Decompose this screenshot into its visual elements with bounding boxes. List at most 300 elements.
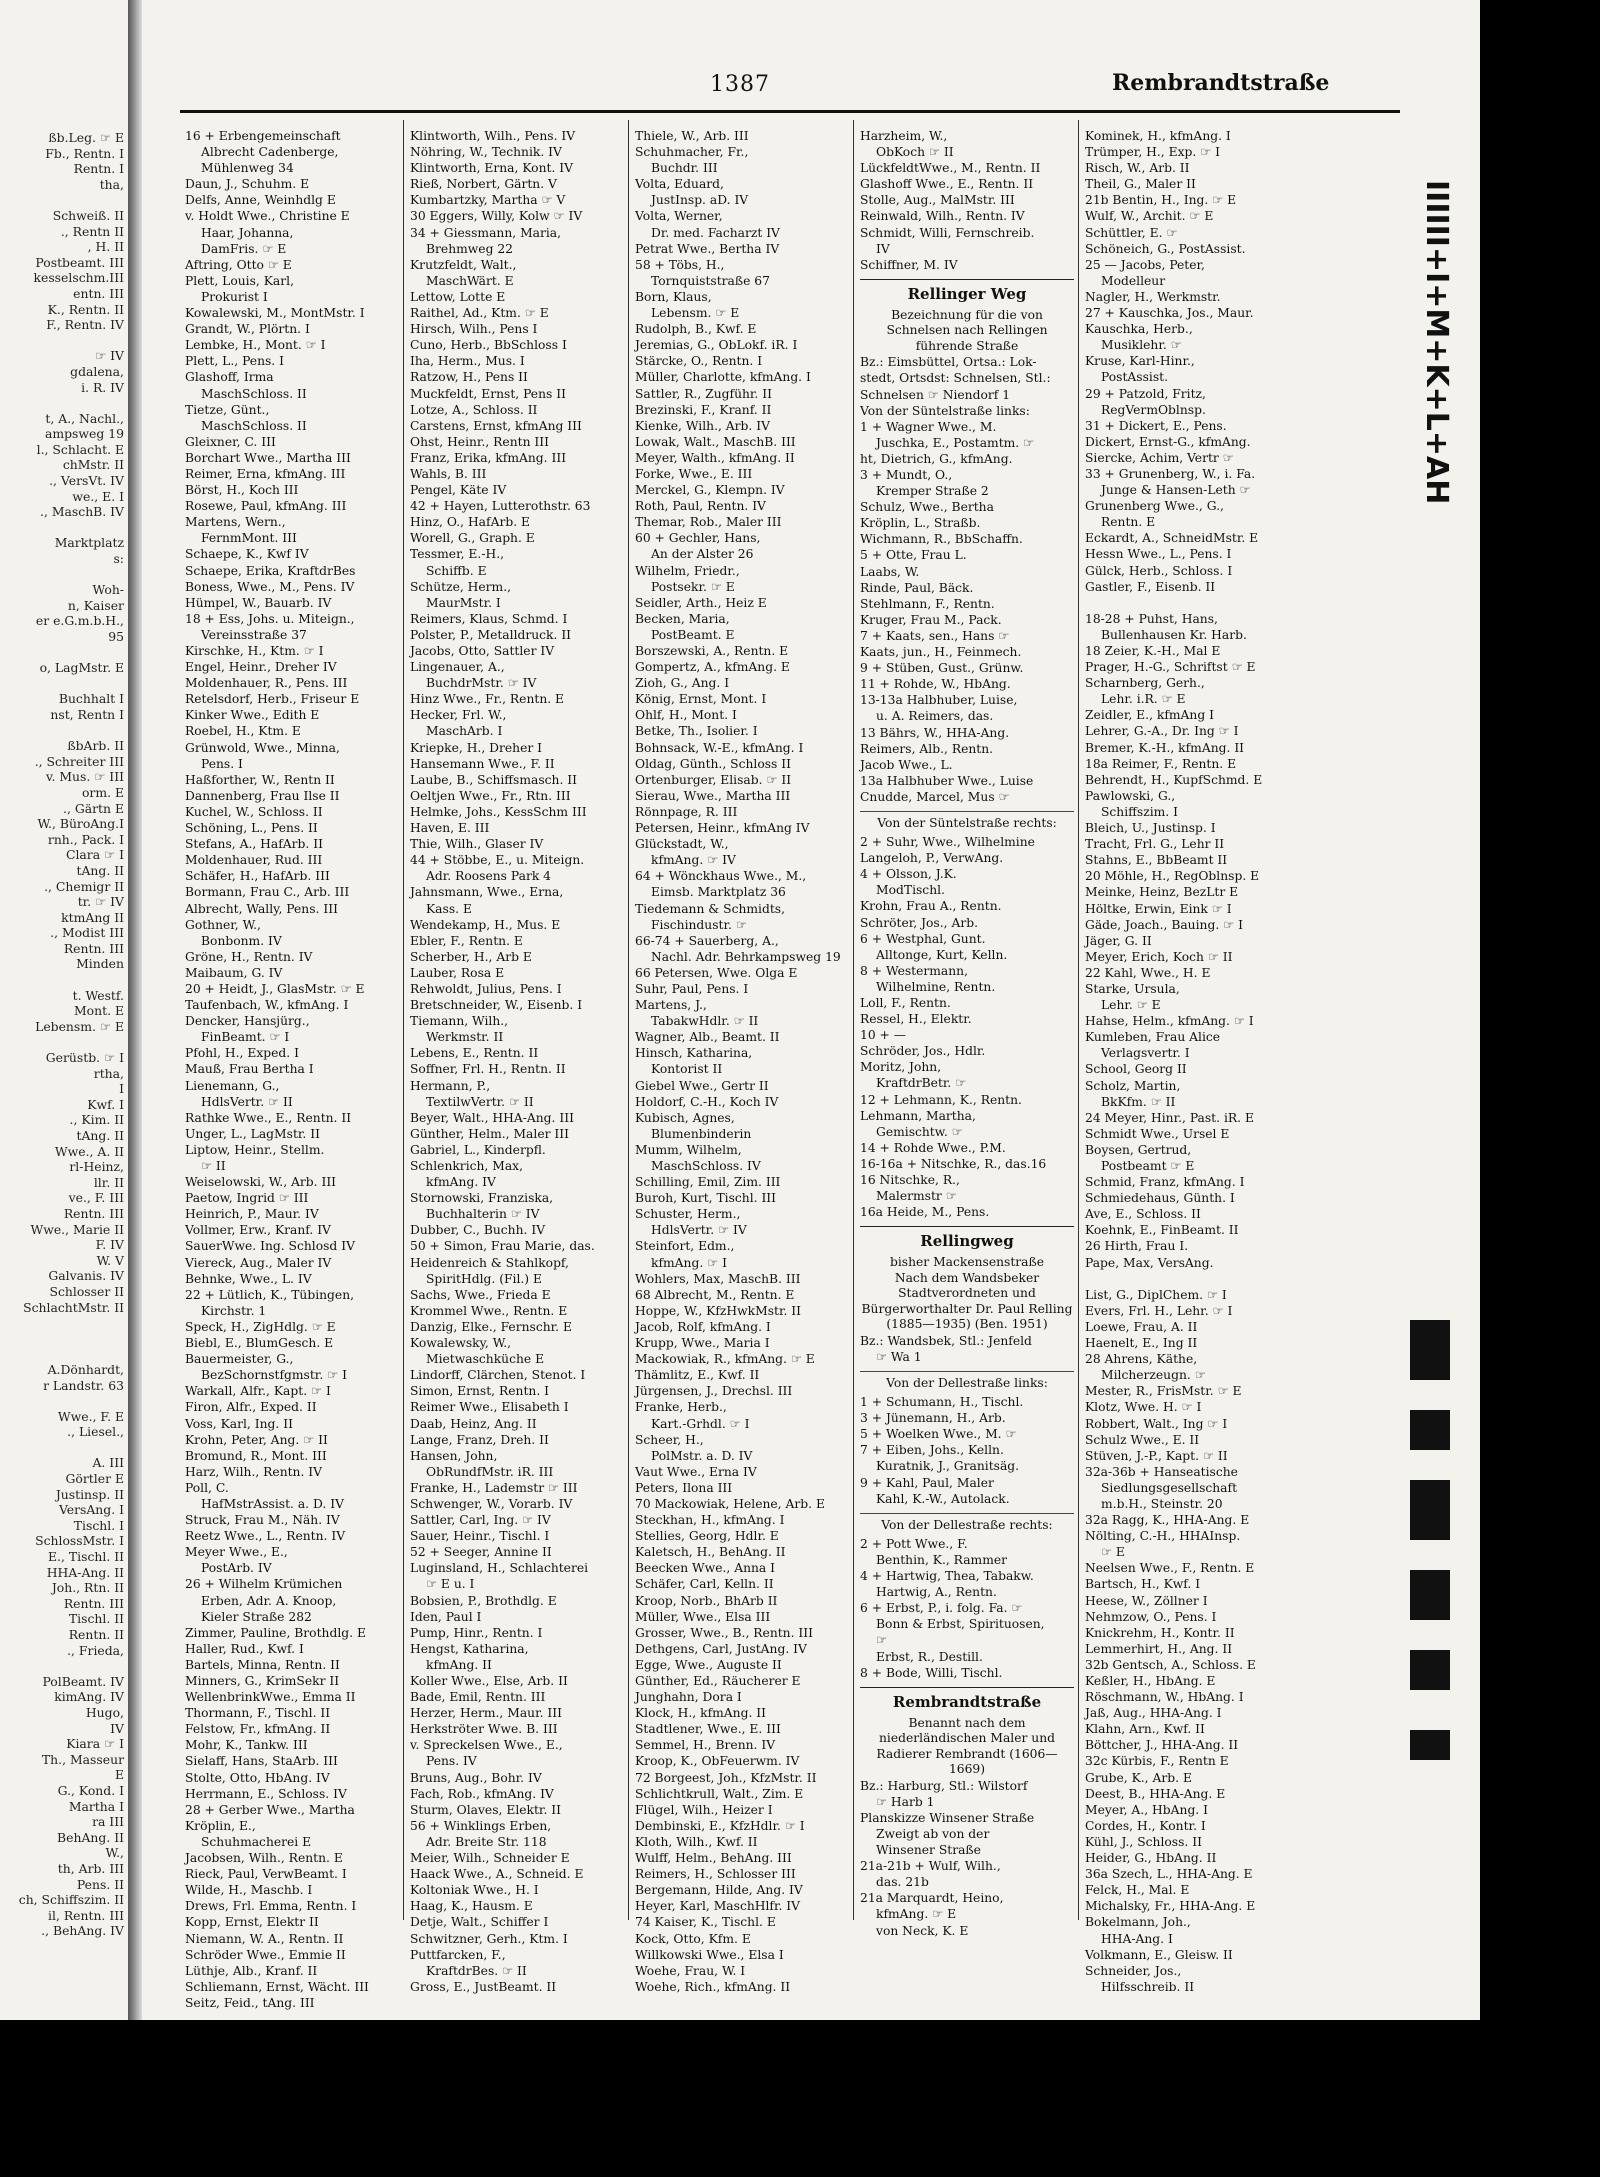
directory-entry: Daun, J., Schuhm. E — [185, 177, 310, 192]
directory-entry: Willkowski Wwe., Elsa I — [635, 1947, 784, 1962]
directory-entry: 58 + Töbs, H., — [635, 257, 725, 272]
directory-entry: Lemmerhirt, H., Ang. II — [1085, 1641, 1233, 1656]
directory-entry: Hirsch, Wilh., Pens I — [410, 322, 538, 337]
directory-entry: Schäfer, H., HafArb. III — [185, 869, 330, 884]
left-fragment-line — [0, 972, 124, 988]
left-fragment-line — [0, 676, 124, 692]
directory-entry: v. Holdt Wwe., Christine E — [185, 209, 350, 224]
left-fragment-line: ve., F. III — [68, 1190, 124, 1206]
directory-entry: Jacob, Rolf, kfmAng. I — [635, 1319, 771, 1334]
directory-entry: Hahse, Helm., kfmAng. ☞ I — [1085, 1014, 1254, 1029]
left-fragment-line: Tischl. I — [73, 1517, 124, 1533]
left-fragment-line: kesselschm.III — [33, 270, 124, 286]
directory-entry: 30 Eggers, Willy, Kolw ☞ IV — [410, 209, 583, 224]
directory-entry: 11 + Rohde, W., HbAng. — [860, 677, 1011, 692]
directory-entry: Flügel, Wilh., Heizer I — [635, 1802, 773, 1817]
directory-entry: Boness, Wwe., M., Pens. IV — [185, 579, 355, 594]
directory-entry: Mauß, Frau Bertha I — [185, 1062, 314, 1077]
left-fragment-line: gdalena, — [70, 363, 124, 379]
directory-entry: Bade, Emil, Rentn. III — [410, 1690, 546, 1705]
left-fragment-line: Clara ☞ I — [65, 847, 124, 863]
directory-entry: Sachs, Wwe., Frieda E — [410, 1287, 551, 1302]
directory-entry: Wilhelm, Friedr., — [635, 563, 740, 578]
directory-entry: 1 + Schumann, H., Tischl. — [860, 1395, 1024, 1410]
directory-entry: Thie, Wilh., Glaser IV — [410, 837, 544, 852]
directory-entry: Giebel Wwe., Gertr II — [635, 1078, 769, 1093]
directory-entry: Meyer, A., HbAng. I — [1085, 1802, 1208, 1817]
directory-entry: Stärcke, O., Rentn. I — [635, 354, 763, 369]
left-fragment-line: IV — [110, 1720, 124, 1736]
left-fragment-line: BehAng. II — [57, 1829, 124, 1845]
directory-entry: Grünwold, Wwe., Minna, — [185, 740, 340, 755]
directory-entry: Junghahn, Dora I — [635, 1690, 742, 1705]
directory-entry: Wohlers, Max, MaschB. III — [635, 1271, 801, 1286]
directory-entry: KraftdrBetr. ☞ — [876, 1076, 967, 1091]
left-fragment-line: rtha, — [93, 1065, 124, 1081]
directory-entry: Franke, Herb., — [635, 1400, 727, 1415]
directory-entry: Schwitzner, Gerh., Ktm. I — [410, 1931, 568, 1946]
left-fragment-line: Wwe., A. II — [54, 1143, 124, 1159]
directory-entry: Lüthje, Alb., Kranf. II — [185, 1963, 318, 1978]
directory-entry: Verlagsvertr. I — [1101, 1046, 1190, 1061]
directory-entry: Prokurist I — [201, 289, 268, 304]
directory-entry: Kruse, Karl-Hinr., — [1085, 354, 1195, 369]
directory-entry: RegVermOblnsp. — [1101, 402, 1206, 417]
directory-entry: Oldag, Günth., Schloss II — [635, 756, 791, 771]
street-note: bisher Mackensenstraße — [889, 1255, 1045, 1270]
directory-entry: HafMstrAssist. a. D. IV — [201, 1496, 344, 1511]
directory-entry: Lauber, Rosa E — [410, 965, 505, 980]
directory-entry: Klock, H., kfmAng. II — [635, 1706, 766, 1721]
directory-entry: Tessmer, E.-H., — [410, 547, 505, 562]
directory-entry: Loll, F., Rentn. — [860, 996, 951, 1010]
directory-entry: Reimer Wwe., Elisabeth I — [410, 1400, 569, 1415]
directory-entry: Schulz Wwe., E. II — [1085, 1432, 1200, 1447]
directory-entry: 60 + Gechler, Hans, — [635, 531, 761, 546]
directory-entry: kfmAng. IV — [426, 1175, 496, 1190]
directory-entry: Petersen, Heinr., kfmAng IV — [635, 821, 810, 836]
directory-entry: 34 + Giessmann, Maria, — [410, 225, 562, 240]
directory-entry: Maibaum, G. IV — [185, 965, 283, 980]
street-note: Benannt nach dem niederländischen Maler und Radierer Rembrandt (1606—1669) — [876, 1715, 1058, 1777]
directory-entry: Simon, Ernst, Rentn. I — [410, 1384, 549, 1399]
left-fragment-line: PolBeamt. IV — [42, 1673, 124, 1689]
directory-entry: Lienemann, G., — [185, 1078, 280, 1093]
left-fragment-line: Görtler E — [65, 1471, 124, 1487]
column-divider — [628, 120, 629, 1920]
directory-entry: 2 + Suhr, Wwe., Wilhelmine — [860, 835, 1035, 850]
directory-entry: Hansemann Wwe., F. II — [410, 756, 555, 771]
directory-entry: 28 Ahrens, Käthe, — [1085, 1352, 1198, 1367]
left-fragment-line: tha, — [99, 176, 124, 192]
directory-entry: Lettow, Lotte E — [410, 289, 506, 304]
directory-entry: 4 + Olsson, J.K. — [860, 867, 957, 882]
directory-entry: Evers, Frl. H., Lehr. ☞ I — [1085, 1303, 1233, 1318]
directory-entry: ObRundfMstr. iR. III — [426, 1464, 554, 1479]
directory-entry: Erbst, R., Destill. — [876, 1649, 983, 1664]
directory-entry: Wulf, W., Archit. ☞ E — [1085, 209, 1214, 224]
directory-entry: 22 + Lütlich, K., Tübingen, — [185, 1287, 355, 1302]
directory-entry: ☞ Harb 1 — [876, 1794, 935, 1809]
left-fragment-line — [0, 1346, 124, 1362]
directory-entry: Keßler, H., HbAng. E — [1085, 1674, 1216, 1688]
directory-entry: Stolte, Otto, HbAng. IV — [185, 1770, 330, 1785]
directory-entry: Iha, Herm., Mus. I — [410, 354, 525, 369]
directory-entry: Gleixner, C. III — [185, 434, 276, 449]
directory-entry: Kominek, H., kfmAng. I — [1085, 129, 1231, 143]
left-fragment-line: ., Kim. II — [69, 1112, 124, 1128]
directory-entry: Kieler Straße 282 — [201, 1609, 312, 1624]
directory-entry: MaschSchloss. II — [201, 386, 307, 401]
left-fragment-line — [0, 723, 124, 739]
left-fragment-line: rl-Heinz, — [69, 1159, 124, 1175]
directory-entry: Hilfsschreib. II — [1101, 1979, 1195, 1994]
directory-entry: Hessn Wwe., L., Pens. I — [1085, 547, 1232, 562]
directory-entry: 42 + Hayen, Lutterothstr. 63 — [410, 499, 591, 514]
left-fragment-line: ., Chemigr II — [44, 878, 124, 894]
directory-entry: Wendekamp, H., Mus. E — [410, 917, 561, 932]
directory-entry: Raithel, Ad., Ktm. ☞ E — [410, 306, 549, 321]
directory-entry: Hümpel, W., Bauarb. IV — [185, 595, 332, 610]
left-fragment-line: s: — [113, 551, 124, 567]
directory-entry: Unger, L., LagMstr. II — [185, 1126, 320, 1141]
directory-entry: Rönnpage, R. III — [635, 804, 738, 819]
left-fragment-line: Rentn. II — [68, 1627, 124, 1642]
directory-entry: Neelsen Wwe., F., Rentn. E — [1085, 1561, 1255, 1576]
directory-entry: Liptow, Heinr., Stellm. — [185, 1142, 325, 1157]
directory-entry: Betke, Th., Isolier. I — [635, 724, 758, 739]
directory-entry: Dembinski, E., KfzHdlr. ☞ I — [635, 1818, 805, 1833]
directory-entry: Kowalewsky, W., — [410, 1336, 512, 1351]
directory-entry: Trümper, H., Exp. ☞ I — [1085, 145, 1220, 160]
left-fragment-line: th, Arb. III — [57, 1860, 124, 1876]
left-fragment-line: SchlachtMstr. II — [23, 1299, 124, 1315]
directory-entry: Worell, G., Graph. E — [410, 531, 535, 546]
directory-entry: Kubisch, Agnes, — [635, 1110, 735, 1125]
left-fragment-line: F., Rentn. IV — [46, 317, 124, 333]
directory-entry: Viereck, Aug., Maler IV — [185, 1255, 332, 1270]
directory-entry: Schröder, Jos., Hdlr. — [860, 1044, 986, 1059]
left-fragment-line — [0, 1440, 124, 1456]
directory-entry: 7 + Kaats, sen., Hans ☞ — [860, 628, 1010, 643]
directory-entry: Dannenberg, Frau Ilse II — [185, 788, 340, 803]
directory-entry: DamFris. ☞ E — [201, 241, 287, 256]
directory-entry: Milcherzeugn. ☞ — [1101, 1368, 1206, 1383]
directory-entry: kfmAng. II — [426, 1657, 492, 1672]
directory-entry: Beyer, Walt., HHA-Ang. III — [410, 1110, 574, 1125]
directory-entry: Musiklehr. ☞ — [1101, 338, 1182, 353]
left-page-fragment — [0, 130, 124, 1939]
left-fragment-line: Rentn. I — [73, 161, 124, 177]
directory-entry: SauerWwe. Ing. Schlosd IV — [185, 1239, 355, 1254]
directory-entry: Schiffb. E — [426, 563, 487, 578]
directory-entry: Adr. Breite Str. 118 — [426, 1834, 547, 1849]
directory-entry: 13-13a Halbhuber, Luise, — [860, 693, 1018, 708]
directory-entry: Krommel Wwe., Rentn. E — [410, 1303, 568, 1318]
directory-entry: 29 + Patzold, Fritz, — [1085, 386, 1206, 401]
directory-entry: Kühl, J., Schloss. II — [1085, 1834, 1202, 1849]
directory-entry: Schmiedehaus, Günth. I — [1085, 1191, 1235, 1206]
directory-entry: Gäde, Joach., Bauing. ☞ I — [1085, 917, 1243, 932]
directory-entry: Reimers, Alb., Rentn. — [860, 741, 994, 756]
left-fragment-line: Tischl. II — [68, 1611, 124, 1627]
directory-entry: Kirchstr. 1 — [201, 1303, 267, 1318]
directory-entry: Behnke, Wwe., L. IV — [185, 1271, 312, 1286]
directory-entry: Jacob Wwe., L. — [860, 757, 953, 772]
left-fragment-line: I — [119, 1081, 124, 1097]
directory-entry: Stüven, J.-P., Kapt. ☞ II — [1085, 1448, 1228, 1463]
left-fragment-line: Wwe., F. E — [57, 1408, 124, 1424]
directory-entry: 66-74 + Sauerberg, A., — [635, 933, 779, 948]
directory-entry: Nölting, C.-H., HHAInsp. — [1085, 1529, 1241, 1544]
street-note: Bezeichnung für die von Schnelsen nach Rellingen führende Straße — [886, 307, 1048, 353]
directory-entry: FernmMont. III — [201, 531, 297, 546]
left-fragment-line: Lebensm. ☞ E — [35, 1018, 124, 1034]
directory-entry: Vollmer, Erw., Kranf. IV — [185, 1223, 331, 1238]
left-fragment-line: rnh., Pack. I — [47, 831, 124, 847]
directory-entry: 12 + Lehmann, K., Rentn. — [860, 1092, 1022, 1107]
directory-entry: Pens. I — [201, 756, 243, 771]
directory-entry: 70 Mackowiak, Helene, Arb. E — [635, 1496, 825, 1511]
directory-entry: Kauschka, Herb., — [1085, 322, 1193, 337]
directory-entry: Planskizze Winsener Straße — [860, 1810, 1035, 1825]
directory-entry: Hecker, Frl. W., — [410, 708, 507, 723]
directory-entry: Martens, J., — [635, 998, 707, 1013]
left-fragment-line — [0, 1034, 124, 1050]
directory-entry: Paetow, Ingrid ☞ III — [185, 1191, 309, 1206]
directory-entry: Danzig, Elke., Fernschr. E — [410, 1319, 572, 1334]
directory-entry: Bz.: Wandsbek, Stl.: Jenfeld — [860, 1333, 1032, 1348]
directory-entry: 18a Reimer, F., Rentn. E — [1085, 756, 1237, 771]
column-divider — [1078, 120, 1079, 1920]
directory-entry: Eckardt, A., SchneidMstr. E — [1085, 531, 1259, 546]
directory-entry: Hinz, O., HafArb. E — [410, 515, 530, 530]
directory-entry: Semmel, H., Brenn. IV — [635, 1738, 776, 1753]
directory-entry: Tiemann, Wilh., — [410, 1014, 509, 1029]
left-fragment-line: Pens. II — [76, 1876, 124, 1892]
directory-entry: Pump, Hinr., Rentn. I — [410, 1625, 543, 1640]
directory-entry: Meyer Wwe., E., — [185, 1545, 288, 1560]
directory-entry: Mumm, Wilhelm, — [635, 1142, 742, 1157]
directory-entry: 26 + Wilhelm Krümichen — [185, 1577, 343, 1592]
left-fragment-line: G., Kond. I — [57, 1782, 124, 1798]
directory-entry: Bremer, K.-H., kfmAng. II — [1085, 740, 1245, 755]
left-fragment-line: ., VersVt. IV — [49, 473, 124, 489]
directory-entry: Loewe, Frau, A. II — [1085, 1319, 1198, 1334]
directory-entry: Klintworth, Erna, Kont. IV — [410, 161, 573, 176]
directory-entry: Günther, Ed., Räucherer E — [635, 1674, 801, 1688]
directory-entry: 32a-36b + Hanseatische — [1085, 1464, 1238, 1479]
directory-entry: Taufenbach, W., kfmAng. I — [185, 998, 349, 1013]
directory-entry: Bonbonm. IV — [201, 933, 282, 948]
directory-entry: Suhr, Paul, Pens. I — [635, 981, 749, 996]
directory-entry: Klintworth, Wilh., Pens. IV — [410, 129, 576, 143]
directory-entry: Bokelmann, Joh., — [1085, 1915, 1191, 1930]
directory-entry: kfmAng. ☞ IV — [651, 853, 736, 868]
directory-entry: Müller, Wwe., Elsa III — [635, 1609, 771, 1624]
directory-entry: Klotz, Wwe. H. ☞ I — [1085, 1400, 1202, 1415]
street-heading: Rellingweg — [860, 1226, 1074, 1251]
left-fragment-line: n, Kaiser — [67, 597, 124, 613]
column-3 — [635, 128, 849, 1994]
directory-entry: Speck, H., ZigHdlg. ☞ E — [185, 1319, 336, 1334]
directory-entry: Reinwald, Wilh., Rentn. IV — [860, 209, 1025, 224]
directory-entry: 52 + Seeger, Annine II — [410, 1545, 552, 1560]
directory-entry: 13 Bährs, W., HHA-Ang. — [860, 725, 1010, 740]
left-fragment-line: Minden — [76, 956, 124, 972]
directory-entry: Boysen, Gertrud, — [1085, 1142, 1192, 1157]
directory-entry: Michalsky, Fr., HHA-Ang. E — [1085, 1899, 1256, 1914]
directory-entry: Vaut Wwe., Erna IV — [635, 1464, 757, 1479]
directory-entry: Risch, W., Arb. II — [1085, 161, 1190, 176]
directory-entry: Haller, Rud., Kwf. I — [185, 1641, 304, 1656]
directory-entry: Postsekr. ☞ E — [651, 579, 735, 594]
directory-entry: Tornquiststraße 67 — [651, 273, 770, 288]
directory-entry: 6 + Westphal, Gunt. — [860, 931, 986, 946]
directory-entry: Stadtlener, Wwe., E. III — [635, 1722, 781, 1737]
left-fragment-line: ., BehAng. IV — [41, 1923, 124, 1939]
directory-entry: Schuhmacherei E — [201, 1834, 312, 1849]
directory-entry: BkKfm. ☞ II — [1101, 1094, 1176, 1109]
directory-entry: Borszewski, A., Rentn. E — [635, 644, 789, 658]
directory-entry: Iden, Paul I — [410, 1609, 482, 1624]
directory-entry: Jahnsmann, Wwe., Erna, — [410, 885, 564, 900]
directory-entry — [1085, 595, 1299, 611]
directory-entry: Hinz Wwe., Fr., Rentn. E — [410, 692, 565, 707]
left-fragment-line: 95 — [108, 629, 124, 644]
left-fragment-line: i. R. IV — [81, 379, 124, 395]
directory-entry: Deest, B., HHA-Ang. E — [1085, 1786, 1226, 1801]
directory-entry: Tracht, Frl. G., Lehr II — [1085, 837, 1225, 852]
directory-entry: Buchdr. III — [651, 161, 718, 176]
left-fragment-line: tr. ☞ IV — [77, 894, 124, 910]
directory-entry: Haag, K., Hausm. E — [410, 1899, 533, 1914]
left-fragment-line: Schlosser II — [49, 1283, 124, 1299]
directory-entry: Jacobsen, Wilh., Rentn. E — [185, 1851, 343, 1866]
left-fragment-line: l., Schlacht. E — [36, 441, 124, 457]
left-fragment-line: orm. E — [81, 784, 124, 800]
left-fragment-line: ., Gärtn E — [63, 800, 124, 816]
directory-entry: Forke, Wwe., E. III — [635, 466, 753, 481]
directory-entry: Kroop, K., ObFeuerwm. IV — [635, 1754, 800, 1769]
directory-entry: Grube, K., Arb. E — [1085, 1770, 1192, 1785]
directory-entry: Ave, E., Schloss. II — [1085, 1207, 1201, 1222]
directory-entry: Engel, Heinr., Dreher IV — [185, 660, 337, 675]
directory-entry: Sielaff, Hans, StaArb. III — [185, 1754, 338, 1769]
directory-entry: Kopp, Ernst, Elektr II — [185, 1915, 319, 1930]
directory-entry: Benthin, K., Rammer — [876, 1552, 1008, 1567]
left-fragment-line: ., Frieda, — [67, 1642, 124, 1658]
directory-entry: PostArb. IV — [201, 1561, 272, 1576]
directory-entry: Rinde, Paul, Bäck. — [860, 580, 974, 595]
directory-entry: Scharnberg, Gerh., — [1085, 676, 1205, 691]
directory-entry: JustInsp. aD. IV — [651, 193, 749, 208]
directory-entry: Felck, H., Mal. E — [1085, 1883, 1190, 1898]
directory-entry: Kuratnik, J., Granitsäg. — [876, 1459, 1020, 1474]
directory-entry: 6 + Erbst, P., i. folg. Fa. ☞ — [860, 1601, 1023, 1616]
left-fragment-line: ßb.Leg. ☞ E — [48, 130, 124, 145]
directory-entry: 8 + Bode, Willi, Tischl. — [860, 1665, 1003, 1680]
directory-entry: Krohn, Frau A., Rentn. — [860, 899, 1002, 914]
directory-entry: Rosewe, Paul, kfmAng. III — [185, 499, 347, 514]
left-fragment-line: ., Modist III — [50, 925, 124, 941]
directory-entry: Schiffszim. I — [1101, 804, 1178, 819]
left-fragment-line — [0, 1315, 124, 1331]
directory-entry: Woehe, Frau, W. I — [635, 1963, 746, 1978]
directory-entry: Gabriel, L., Kinderpfl. — [410, 1142, 546, 1157]
directory-entry: Gröne, H., Rentn. IV — [185, 949, 313, 964]
directory-entry: BezSchornstfgmstr. ☞ I — [201, 1368, 347, 1383]
directory-entry: Meyer, Walth., kfmAng. II — [635, 450, 795, 465]
directory-entry: PolMstr. a. D. IV — [651, 1448, 753, 1463]
directory-entry: Cnudde, Marcel, Mus ☞ — [860, 789, 1010, 804]
directory-entry: 8 + Westermann, — [860, 963, 969, 978]
directory-entry: Schnelsen ☞ Niendorf 1 — [860, 387, 1011, 402]
directory-entry: Plett, L., Pens. I — [185, 354, 284, 369]
directory-entry: Bauermeister, G., — [185, 1352, 294, 1367]
directory-entry: Hengst, Katharina, — [410, 1641, 529, 1656]
left-fragment-line: Rentn. III — [63, 940, 124, 956]
running-head: Rembrandtstraße — [1112, 70, 1330, 96]
directory-entry: Bruns, Aug., Bohr. IV — [410, 1770, 542, 1785]
directory-entry: Bartsch, H., Kwf. I — [1085, 1577, 1201, 1592]
directory-entry: Langeloh, P., VerwAng. — [860, 851, 1004, 866]
directory-entry: 64 + Wönckhaus Wwe., M., — [635, 869, 807, 884]
directory-entry: Bohnsack, W.-E., kfmAng. I — [635, 740, 804, 755]
directory-entry: Herzer, Herm., Maur. III — [410, 1706, 563, 1721]
directory-entry: Schröder Wwe., Emmie II — [185, 1947, 346, 1962]
directory-entry: ObKoch ☞ II — [876, 145, 954, 160]
directory-entry: v. Spreckelsen Wwe., E., — [410, 1738, 563, 1753]
left-fragment-line: Postbeamt. III — [35, 254, 124, 270]
directory-entry: Ebler, F., Rentn. E — [410, 933, 523, 948]
directory-entry: Gross, E., JustBeamt. II — [410, 1979, 557, 1994]
directory-entry: Müller, Charlotte, kfmAng. I — [635, 370, 811, 385]
directory-entry: Krupp, Wwe., Maria I — [635, 1336, 770, 1351]
directory-entry: Winsener Straße — [876, 1843, 981, 1858]
directory-entry: 5 + Woelken Wwe., M. ☞ — [860, 1427, 1017, 1442]
directory-entry: Böttcher, J., HHA-Ang. II — [1085, 1738, 1239, 1753]
directory-entry: Warkall, Alfr., Kapt. ☞ I — [185, 1384, 331, 1399]
directory-entry: 33 + Grunenberg, W., i. Fa. — [1085, 466, 1256, 481]
directory-entry: Heese, W., Zöllner I — [1085, 1593, 1208, 1608]
directory-entry: Martens, Wern., — [185, 515, 286, 530]
directory-entry: 1 + Wagner Wwe., M. — [860, 419, 997, 434]
directory-entry: Schilling, Emil, Zim. III — [635, 1175, 781, 1190]
directory-entry: Haack Wwe., A., Schneid. E — [410, 1867, 584, 1882]
column-2 — [410, 128, 624, 1994]
directory-entry: Pens. IV — [426, 1754, 477, 1769]
directory-entry: Harzheim, W., — [860, 129, 948, 143]
street-heading: Rembrandtstraße — [860, 1687, 1074, 1712]
directory-entry: Glückstadt, W., — [635, 837, 729, 852]
column-5 — [1085, 128, 1299, 1994]
directory-entry: Haar, Johanna, — [201, 225, 294, 240]
directory-entry: Moritz, John, — [860, 1060, 942, 1075]
directory-entry: Dickert, Ernst-G., kfmAng. — [1085, 434, 1251, 449]
directory-entry: Struck, Frau M., Näh. IV — [185, 1513, 340, 1528]
directory-entry: Bz.: Harburg, Stl.: Wilstorf — [860, 1778, 1028, 1793]
street-heading: Rellinger Weg — [860, 279, 1074, 304]
directory-entry: HHA-Ang. I — [1101, 1931, 1173, 1946]
directory-entry: Born, Klaus, — [635, 289, 712, 304]
directory-entry: ☞ Wa 1 — [876, 1349, 922, 1364]
column-divider — [403, 120, 404, 1920]
directory-entry: Brezinski, F., Kranf. II — [635, 402, 772, 417]
directory-entry: Jacobs, Otto, Sattler IV — [410, 644, 555, 658]
left-fragment-line: ., Schreiter III — [34, 753, 124, 769]
directory-entry: Wilde, H., Maschb. I — [185, 1883, 313, 1898]
